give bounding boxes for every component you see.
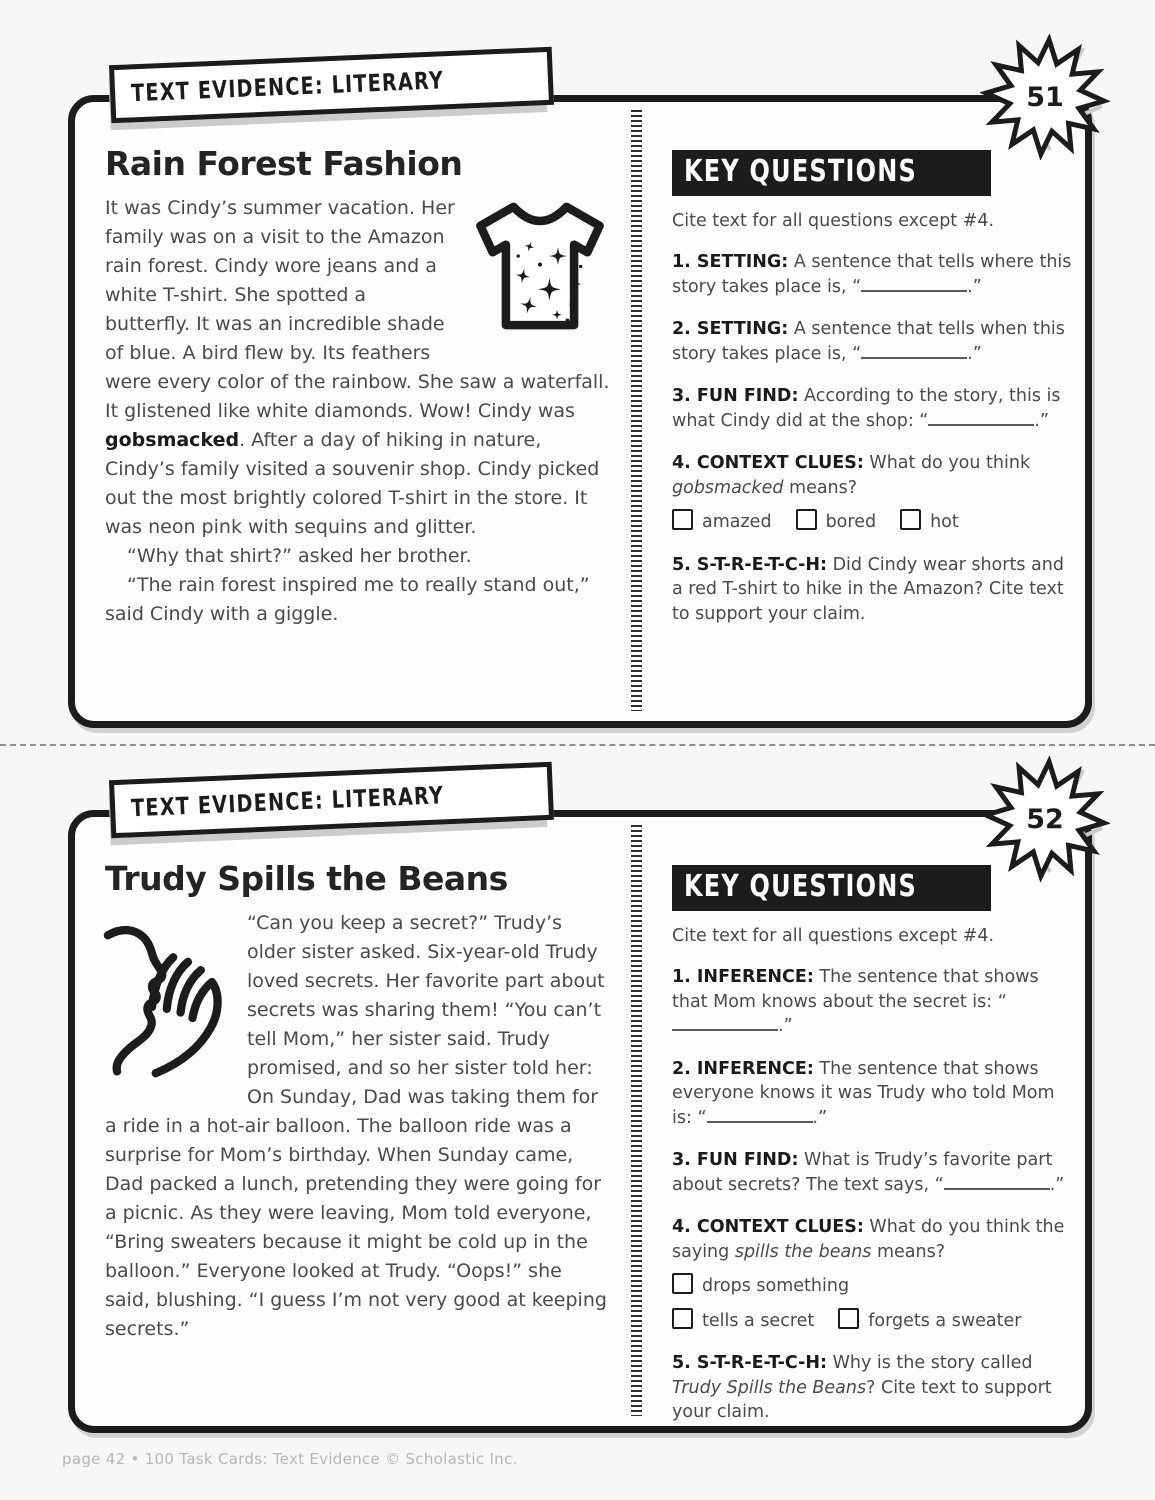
text-segment: According to the story, this is what Cindy did at the shop: “ <box>672 386 1061 431</box>
card-title: Trudy Spills the Beans <box>105 859 508 898</box>
text-segment: gobsmacked <box>672 477 784 498</box>
cut-line <box>0 744 1155 746</box>
question-label: 4. CONTEXT CLUES: <box>672 1217 864 1237</box>
question <box>672 1148 1072 1197</box>
text-segment: What do you think the saying <box>672 1217 1065 1262</box>
key-questions-intro: Cite text for all questions except #4. <box>672 926 995 946</box>
answer-blank <box>928 411 1034 426</box>
question <box>672 1057 1072 1131</box>
page-footer: page 42 • 100 Task Cards: Text Evidence © Scholastic Inc. <box>62 1450 518 1468</box>
text-segment: What is Trudy’s favorite part about secrets? The text says, “ <box>672 1150 1053 1195</box>
whisper-face-hand-icon <box>95 913 233 1101</box>
answer-blank <box>672 1016 778 1031</box>
perforation-divider <box>631 825 642 1416</box>
question-label: 2. SETTING: <box>672 319 789 339</box>
text-segment: .” <box>778 1016 793 1036</box>
option-label: hot <box>930 512 959 532</box>
text-segment: . After a day of hiking in nature, Cindy’s family visited a souvenir shop. Cindy picked out the most brightly colored T-shirt in the store. It was neon pink with sequins and glitter. <box>105 429 600 539</box>
text-segment: .” <box>967 276 982 297</box>
card-number-badge <box>980 756 1110 882</box>
answer-blank <box>944 1175 1050 1190</box>
question-label: 1. SETTING: <box>672 252 789 272</box>
question-label: 1. INFERENCE: <box>672 967 814 987</box>
answer-option <box>672 1273 849 1299</box>
task-card-52 <box>68 810 1092 1433</box>
question-label: 3. FUN FIND: <box>672 1150 799 1170</box>
question <box>672 553 1072 627</box>
checkbox <box>672 1308 693 1329</box>
checkbox <box>672 509 693 530</box>
text-segment: ? Cite text to support your claim. <box>672 1377 1052 1422</box>
text-segment: What do you think <box>863 453 1031 473</box>
text-segment: A sentence that tells when this story takes place is, “ <box>672 319 1065 364</box>
question-label: 5. S-T-R-E-T-C-H: <box>672 554 828 575</box>
text-segment: The sentence that shows that Mom knows about the secret is: “ <box>672 967 1039 1012</box>
text-segment: A sentence that tells where this story takes place is, “ <box>672 252 1072 297</box>
option-label: amazed <box>702 512 772 532</box>
text-segment: gobsmacked <box>105 429 240 452</box>
story-paragraph <box>105 571 611 629</box>
answer-blank <box>707 1108 813 1123</box>
checkbox <box>838 1308 859 1329</box>
question <box>672 384 1072 433</box>
question-list <box>672 250 1072 626</box>
question <box>672 317 1072 366</box>
question-label: 3. FUN FIND: <box>672 386 799 406</box>
text-segment: means? <box>783 477 858 498</box>
option-row <box>672 509 1072 535</box>
question <box>672 1215 1072 1333</box>
question-label: 5. S-T-R-E-T-C-H: <box>672 1353 828 1373</box>
text-segment: .” <box>812 1107 828 1128</box>
question <box>672 451 1072 535</box>
key-questions-header: KEY QUESTIONS <box>672 865 991 911</box>
story-column <box>105 146 611 629</box>
card-title: Rain Forest Fashion <box>105 144 463 183</box>
checkbox <box>900 509 921 530</box>
category-label-text: TEXT EVIDENCE: LITERARY <box>130 781 445 823</box>
checkbox <box>672 1273 693 1294</box>
option-label: bored <box>825 512 877 532</box>
story-paragraph <box>105 542 611 571</box>
text-segment: Why is the story called <box>827 1353 1033 1373</box>
text-segment: .” <box>1049 1174 1065 1195</box>
question-label: 4. CONTEXT CLUES: <box>672 453 864 473</box>
option-label: forgets a sweater <box>868 1310 1022 1331</box>
text-segment: The sentence that shows everyone knows it was Trudy who told Mom is: “ <box>672 1058 1055 1128</box>
answer-blank <box>861 277 967 292</box>
option-label: drops something <box>702 1276 850 1296</box>
key-questions-column <box>672 865 1072 1443</box>
question <box>672 250 1072 299</box>
perforation-divider <box>631 110 642 711</box>
option-label: tells a secret <box>702 1310 815 1331</box>
question-list <box>672 965 1072 1425</box>
key-questions-column <box>672 150 1072 644</box>
answer-option <box>838 1308 1021 1334</box>
question <box>672 1351 1072 1425</box>
key-questions-header: KEY QUESTIONS <box>672 150 991 196</box>
text-segment: means? <box>871 1241 946 1262</box>
card-number: 52 <box>1026 803 1064 835</box>
card-number: 51 <box>1026 81 1064 113</box>
story-text <box>105 194 611 629</box>
text-segment: “The rain forest inspired me to really stand out,” said Cindy with a giggle. <box>105 574 590 626</box>
text-segment: It was Cindy’s summer vacation. Her family was on a visit to the Amazon rain forest. Cindy wore jeans and a white T-shirt. She spotted a butterfly. It was an incredible shade of blue. A bird flew by. Its feathers were every color of the rainbow. She saw a waterfall. It glistened like white diamonds. Wow! Cindy was <box>105 197 610 423</box>
text-segment: .” <box>1034 410 1050 431</box>
text-segment: .” <box>967 343 982 364</box>
t-shirt-sparkles-icon <box>469 196 611 336</box>
answer-option <box>672 509 772 535</box>
text-segment: “Why that shirt?” asked her brother. <box>127 545 472 568</box>
text-segment: “Can you keep a secret?” Trudy’s older sister asked. Six-year-old Trudy loved secrets. Her favorite part about secrets was sharing them! “You can’t tell Mom,” her sister said. Trudy promised, and so her sister told her: On Sunday, Dad was taking them for a ride in a hot-air balloon. The balloon ride was a surprise for Mom’s birthday. When Sunday came, Dad packed a lunch, pretending they were going for a picnic. As they were leaving, Mom told everyone, “Bring sweaters because it might be cold up in the balloon.” Everyone looked at Trudy. “Oops!” she said, blushing. “I guess I’m not very good at keeping secrets.” <box>105 912 607 1341</box>
text-segment: spills the beans <box>734 1241 872 1262</box>
card-number-badge <box>980 34 1110 160</box>
text-segment: Trudy Spills the Beans <box>672 1377 867 1398</box>
story-text <box>105 909 611 1344</box>
question-label: 2. INFERENCE: <box>672 1058 814 1079</box>
option-row <box>672 1273 1072 1299</box>
key-questions-intro: Cite text for all questions except #4. <box>672 211 995 231</box>
answer-option <box>672 1308 814 1334</box>
story-column <box>105 861 611 1344</box>
answer-blank <box>861 344 967 359</box>
text-segment: Did Cindy wear shorts and a red T-shirt to hike in the Amazon? Cite text to support your claim. <box>672 554 1064 624</box>
question <box>672 965 1072 1039</box>
task-card-51 <box>68 95 1092 728</box>
answer-option <box>900 509 959 535</box>
category-label-text: TEXT EVIDENCE: LITERARY <box>130 66 445 108</box>
answer-option <box>796 509 877 535</box>
option-row <box>672 1308 1072 1334</box>
checkbox <box>796 509 817 530</box>
